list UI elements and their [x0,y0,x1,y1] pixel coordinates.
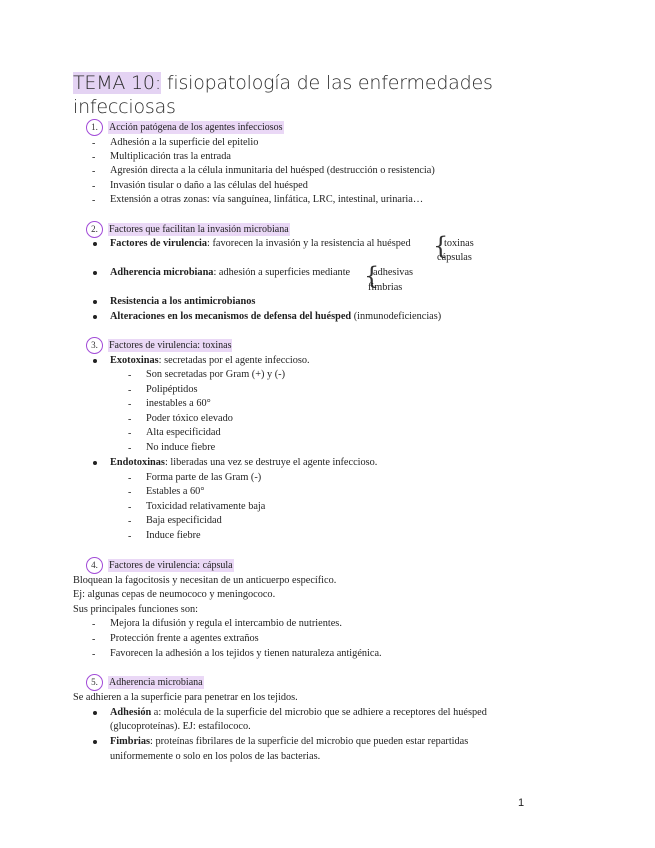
list-item: Factores de virulencia: favorecen la invasión y la resistencia al huésped [110,238,411,249]
list-item: Invasión tisular o daño a las células del huésped [110,180,308,191]
list-item: Adherencia microbiana: adhesión a superficies mediante [110,267,351,278]
list-item: Protección frente a agentes extraños [110,633,259,644]
section-number-circle: 4. [86,557,103,574]
list-item: Baja especificidad [146,515,222,526]
list-item: Induce fiebre [146,530,201,541]
list-item: Agresión directa a la célula inmunitaria del huésped (destrucción o resistencia) [110,165,435,176]
list-item: Polipéptidos [146,384,198,395]
list-item: Forma parte de las Gram (-) [146,472,262,483]
list-item: Resistencia a los antimicrobianos [110,296,256,307]
list-item: Estables a 60° [146,486,205,497]
paragraph: Se adhieren a la superficie para penetrar en los tejidos. [73,692,298,703]
paragraph: Bloquean la fagocitosis y necesitan de un anticuerpo específico. [73,575,337,586]
list-item: Alta especificidad [146,427,221,438]
section-number-circle: 5. [86,674,103,691]
list-item: Fimbrias: proteínas fibrilares de la superficie del microbio que pueden estar repartidas [110,736,469,747]
list-item: Son secretadas por Gram (+) y (-) [146,369,286,380]
document-page: TEMA 10: fisiopatología de las enfermedades infecciosas 1. Acción patógena de los agentes infecciosos - Adhesión a la superficie del epitelio - Multiplicación tras la entrada - Agresión directa a la célula inmunitaria del huésped (destrucción o resistencia) - Invasión tisular o daño a las células del huésped - Extensión a otras zonas: vía sanguínea, linfática, LRC, intestinal, urinaria… 2. Factores que facilitan la invasión microbiana Factores de virulencia: favorecen la invasión y la resistencia al huésped { toxinas cápsulas Adherencia microbiana: adhesión a superficies mediante { adhesivas fimbrias Resistencia a los antimicrobianos Alteraciones en los mecanismos de defensa del huésped (inmunodeficiencias) 3. Factores de virulencia: toxinas Exotoxinas: secretadas por el agente infeccioso. - Son secretadas por Gram (+) y (-) - Polipéptidos - inestables a 60° - Poder tóxico elevado - Alta especificidad - No induce fiebre Endotoxinas: liberadas una vez se destruye el agente infeccioso. - Forma parte de las Gram (-) - Estables a 60° - Toxicidad relativamente baja - Baja especificidad - Induce fiebre 4. Factores de virulencia: cápsula Bloquean la fagocitosis y necesitan de un anticuerpo específico. Ej: algunas cepas de neumococo y meningococo. Sus principales funciones son: - Mejora la difusión y regula el intercambio de nutrientes. - Protección frente a agentes extraños - Favorecen la adhesión a los tejidos y tienen naturaleza antigénica. 5. Adherencia microbiana Se adhieren a la superficie para penetrar en los tejidos. Adhesión a: molécula de la superficie del microbio que se adhiere a receptores del huésped (glucoproteínas). EJ: estafilococo. Fimbrias: proteínas fibrilares de la superficie del microbio que pueden estar repartidas uniformemente o solo en los polos de las bacterias. 1 [0,0,655,848]
paragraph: Sus principales funciones son: [73,604,198,615]
list-item: Adhesión a: molécula de la superficie del microbio que se adhiere a receptores del huésped [110,707,487,718]
brace-icon: { [433,232,449,260]
paragraph: Ej: algunas cepas de neumococo y meningococo. [73,589,276,600]
list-item: No induce fiebre [146,442,216,453]
list-item: Exotoxinas: secretadas por el agente infeccioso. [110,355,310,366]
list-item: inestables a 60° [146,398,211,409]
section-number-circle: 1. [86,119,103,136]
section-number-circle: 2. [86,221,103,238]
list-item: Mejora la difusión y regula el intercambio de nutrientes. [110,618,342,629]
list-item: Multiplicación tras la entrada [110,151,231,162]
list-item: Alteraciones en los mecanismos de defensa del huésped (inmunodeficiencias) [110,311,442,322]
list-item: Toxicidad relativamente baja [146,501,266,512]
list-item: Extensión a otras zonas: vía sanguínea, linfática, LRC, intestinal, urinaria… [110,194,424,205]
section-number-circle: 3. [86,337,103,354]
brace-icon: { [364,262,380,290]
list-item: Favorecen la adhesión a los tejidos y tienen naturaleza antigénica. [110,648,382,659]
list-item: Endotoxinas: liberadas una vez se destruye el agente infeccioso. [110,457,378,468]
list-item: Poder tóxico elevado [146,413,233,424]
page-title: TEMA 10: fisiopatología de las enfermedades infecciosas [73,72,493,118]
list-item: Adhesión a la superficie del epitelio [110,137,259,148]
page-number: 1 [518,797,525,809]
